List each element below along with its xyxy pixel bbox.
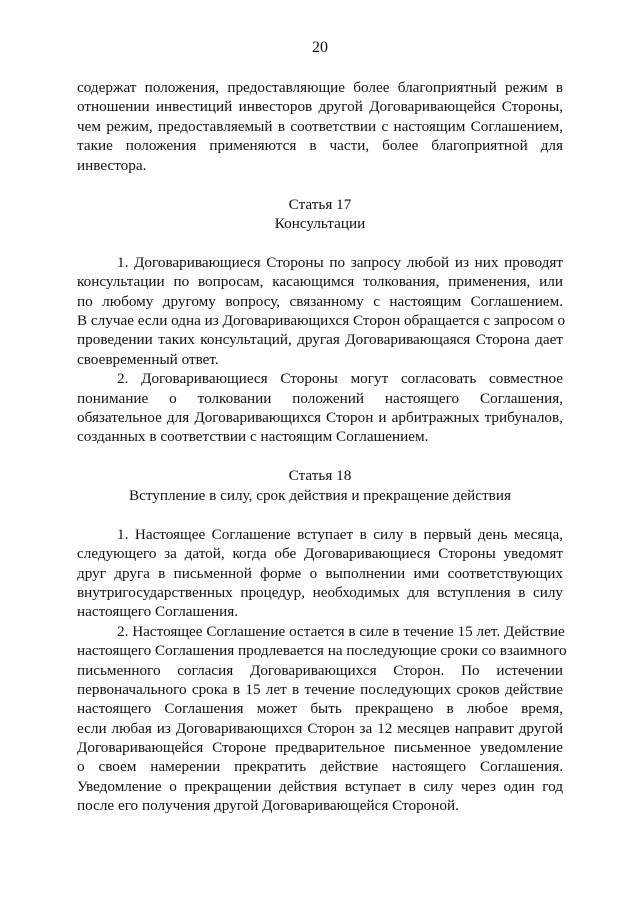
text-line: своевременный ответ.: [77, 350, 219, 368]
text-line: после его получения другой Договаривающейся Стороной.: [77, 797, 459, 815]
text-line: содержат положения, предоставляющие более благоприятный режим в: [77, 79, 563, 96]
text-line: друг друга в письменной форме о выполнении ими соответствующих: [77, 564, 563, 582]
text-line: по любому другому вопросу, связанному с настоящим Соглашением.: [77, 292, 563, 310]
spacer: [77, 175, 563, 195]
text-line: понимание о толковании положений настоящего Соглашения,: [77, 389, 563, 407]
intro-paragraph: [77, 78, 563, 175]
text-line: отношении инвестиций инвесторов другой Договаривающейся Стороны,: [77, 98, 563, 116]
text-line: если любая из Договаривающихся Сторон за 12 месяцев направит другой: [77, 719, 563, 737]
text-line: обязательное для Договаривающихся Сторон и арбитражных трибуналов,: [77, 409, 563, 427]
text-line: 1. Настоящее Соглашение вступает в силу в первый день месяца,: [117, 525, 563, 543]
text-line: инвестора.: [77, 156, 147, 174]
text-line: Уведомление о прекращении действия вступает в силу через один год: [77, 777, 563, 795]
text-line: консультации по вопросам, касающимся толкования, применения, или: [77, 273, 563, 291]
text-line: такие положения применяются в части, более благоприятной для: [77, 137, 563, 155]
spacer: [77, 505, 563, 525]
text-line: чем режим, предоставляемый в соответствии с настоящим Соглашением,: [77, 117, 563, 135]
article-18-title: Вступление в силу, срок действия и прекращение действия: [129, 486, 511, 504]
article-17-paragraph-1: [77, 253, 566, 369]
article-17-paragraph-2: [77, 369, 563, 447]
text-line: внутригосударственных процедур, необходимых для вступления в силу: [77, 583, 563, 601]
text-line: настоящего Соглашения.: [77, 603, 238, 621]
article-18-paragraph-1: [77, 525, 563, 622]
document-body: [77, 78, 567, 816]
text-line: В случае если одна из Договаривающихся Сторон обращается с запросом о: [77, 312, 566, 330]
article-17-number: Статья 17: [288, 195, 352, 213]
text-line: проведении таких консультаций, другая Договаривающаяся Сторона дает: [77, 331, 563, 349]
text-line: настоящего Соглашения продлевается на последующие сроки со взаимного: [77, 642, 567, 660]
text-line: 1. Договаривающиеся Стороны по запросу любой из них проводят: [117, 253, 563, 271]
spacer: [77, 447, 563, 467]
text-line: первоначального срока в 15 лет в течение последующих сроков действие: [77, 680, 563, 698]
article-18-number: Статья 18: [288, 467, 352, 485]
text-line: созданных в соответствии с настоящим Соглашением.: [77, 428, 429, 446]
text-line: Договаривающейся Стороне предварительное письменное уведомление: [77, 739, 563, 757]
text-line: 2. Договаривающиеся Стороны могут согласовать совместное: [117, 370, 563, 388]
text-line: следующего за датой, когда обе Договаривающиеся Стороны уведомят: [77, 545, 563, 563]
text-line: 2. Настоящее Соглашение остается в силе в течение 15 лет. Действие: [117, 622, 565, 640]
text-line: настоящего Соглашения может быть прекращено в любое время,: [77, 700, 563, 718]
article-17-title: Консультации: [274, 214, 366, 232]
text-line: о своем намерении прекратить действие настоящего Соглашения.: [77, 758, 563, 776]
spacer: [77, 233, 563, 253]
page-number: 20: [312, 39, 328, 56]
article-18-paragraph-2: [77, 622, 567, 816]
text-line: письменного согласия Договаривающихся Сторон. По истечении: [77, 661, 563, 679]
